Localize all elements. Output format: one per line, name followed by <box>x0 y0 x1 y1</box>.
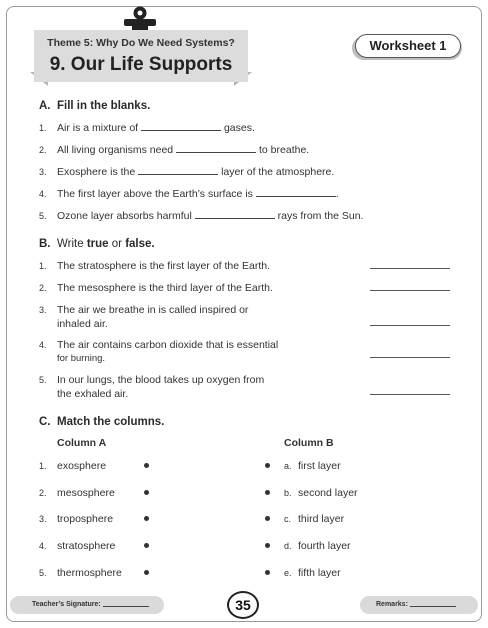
answer-blank[interactable] <box>138 165 218 175</box>
answer-blank[interactable] <box>195 209 275 219</box>
column-b-item <box>284 486 404 500</box>
column-a-item <box>39 512 159 526</box>
item-number: 1. <box>39 461 47 471</box>
teacher-signature-field[interactable] <box>10 596 164 614</box>
item-text: The air we breathe in is called inspired or <box>57 304 249 316</box>
column-a-item <box>39 539 159 553</box>
section-a-heading: Fill in the blanks. <box>57 100 151 112</box>
item-text: All living organisms need <box>57 144 174 156</box>
item-number: 4. <box>39 189 47 199</box>
item-text: second layer <box>298 487 358 499</box>
worksheet-badge: Worksheet 1 <box>355 34 461 58</box>
answer-line[interactable] <box>370 290 450 291</box>
item-text: The mesosphere is the third layer of the Earth. <box>57 282 273 294</box>
answer-blank[interactable] <box>256 187 336 197</box>
section-letter: A. <box>39 100 51 112</box>
item-text: The air contains carbon dioxide that is essential <box>57 339 279 351</box>
item-text: . <box>335 188 339 200</box>
column-a-item <box>39 566 159 580</box>
word-or: or <box>111 238 122 250</box>
item-text: stratosphere <box>57 540 116 552</box>
item-letter: c. <box>284 514 292 524</box>
item-text: Air is a mixture of <box>57 122 139 134</box>
item-text: The stratosphere is the first layer of the Earth. <box>57 260 271 272</box>
column-b-item <box>284 539 404 553</box>
match-dot-left[interactable] <box>144 516 149 521</box>
match-dot-right[interactable] <box>265 570 270 575</box>
fill-blank-item <box>39 165 459 179</box>
page-number: 35 <box>227 591 259 619</box>
answer-line[interactable] <box>370 268 450 269</box>
column-a-item <box>39 459 159 473</box>
match-dot-left[interactable] <box>144 463 149 468</box>
true-false-item <box>39 373 369 401</box>
item-text: for burning. <box>57 353 106 364</box>
item-text: fourth layer <box>298 540 351 552</box>
true-false-item <box>39 303 369 331</box>
item-number: 3. <box>39 514 47 524</box>
match-dot-left[interactable] <box>144 543 149 548</box>
item-letter: a. <box>284 461 292 471</box>
item-text: In our lungs, the blood takes up oxygen from <box>57 374 265 386</box>
item-text: third layer <box>298 513 345 525</box>
item-number: 2. <box>39 283 47 293</box>
fill-blank-item <box>39 209 459 223</box>
item-number: 5. <box>39 568 47 578</box>
item-text: rays from the Sun. <box>277 210 364 222</box>
item-text: layer of the atmosphere. <box>221 166 335 178</box>
item-number: 2. <box>39 145 47 155</box>
item-number: 3. <box>39 305 47 315</box>
section-b-title: B. Write true or false. <box>39 238 155 250</box>
true-false-item <box>39 338 369 366</box>
match-dot-left[interactable] <box>144 490 149 495</box>
theme-title: Theme 5: Why Do We Need Systems? <box>47 37 235 49</box>
signature-line[interactable] <box>103 599 149 607</box>
true-false-item <box>39 281 369 295</box>
answer-line[interactable] <box>370 394 450 395</box>
fill-blank-item <box>39 187 459 201</box>
match-dot-right[interactable] <box>265 463 270 468</box>
remarks-label: Remarks: <box>376 601 408 608</box>
item-text: exosphere <box>57 460 107 472</box>
answer-blank[interactable] <box>176 143 256 153</box>
item-text: troposphere <box>57 513 114 525</box>
item-number: 4. <box>39 541 47 551</box>
column-b-item <box>284 512 404 526</box>
section-letter: C. <box>39 416 51 428</box>
item-text: Ozone layer absorbs harmful <box>57 210 192 222</box>
item-letter: e. <box>284 568 292 578</box>
item-number: 5. <box>39 375 47 385</box>
chapter-title: 9. Our Life Supports <box>49 54 233 75</box>
item-letter: b. <box>284 488 292 498</box>
match-dot-right[interactable] <box>265 543 270 548</box>
column-a-header: Column A <box>57 437 107 449</box>
word-false: false <box>125 238 152 250</box>
item-text: gases. <box>223 122 255 134</box>
item-text: fifth layer <box>298 567 341 579</box>
column-a-item <box>39 486 159 500</box>
remarks-field[interactable] <box>360 596 478 614</box>
answer-blank[interactable] <box>141 121 221 131</box>
item-text: to breathe. <box>259 144 310 156</box>
item-letter: d. <box>284 541 292 551</box>
word-true: true <box>86 238 109 250</box>
item-number: 2. <box>39 488 47 498</box>
section-c-title <box>39 416 164 428</box>
match-dot-left[interactable] <box>144 570 149 575</box>
item-number: 5. <box>39 211 47 221</box>
section-c-heading: Match the columns. <box>57 416 165 428</box>
item-number: 3. <box>39 167 47 177</box>
section-b-prefix: Write <box>57 238 84 250</box>
item-text: the exhaled air. <box>57 388 129 400</box>
match-dot-right[interactable] <box>265 490 270 495</box>
answer-line[interactable] <box>370 357 450 358</box>
item-text: The first layer above the Earth’s surface is <box>57 188 253 200</box>
answer-line[interactable] <box>370 325 450 326</box>
column-b-item <box>284 459 404 473</box>
fill-blank-item <box>39 121 459 135</box>
fill-blank-item <box>39 143 459 157</box>
item-number: 4. <box>39 340 47 350</box>
section-a-title <box>39 100 150 112</box>
remarks-line[interactable] <box>410 599 456 607</box>
item-text: inhaled air. <box>57 318 108 330</box>
item-text: thermosphere <box>57 567 122 579</box>
column-b-item <box>284 566 404 580</box>
item-text: first layer <box>298 460 341 472</box>
match-dot-right[interactable] <box>265 516 270 521</box>
item-text: mesosphere <box>57 487 115 499</box>
true-false-item <box>39 259 369 273</box>
column-b-header: Column B <box>284 437 334 449</box>
item-number: 1. <box>39 123 47 133</box>
item-number: 1. <box>39 261 47 271</box>
item-text: Exosphere is the <box>57 166 136 178</box>
teacher-signature-label: Teacher’s Signature: <box>32 601 101 608</box>
section-letter: B. <box>39 238 51 250</box>
